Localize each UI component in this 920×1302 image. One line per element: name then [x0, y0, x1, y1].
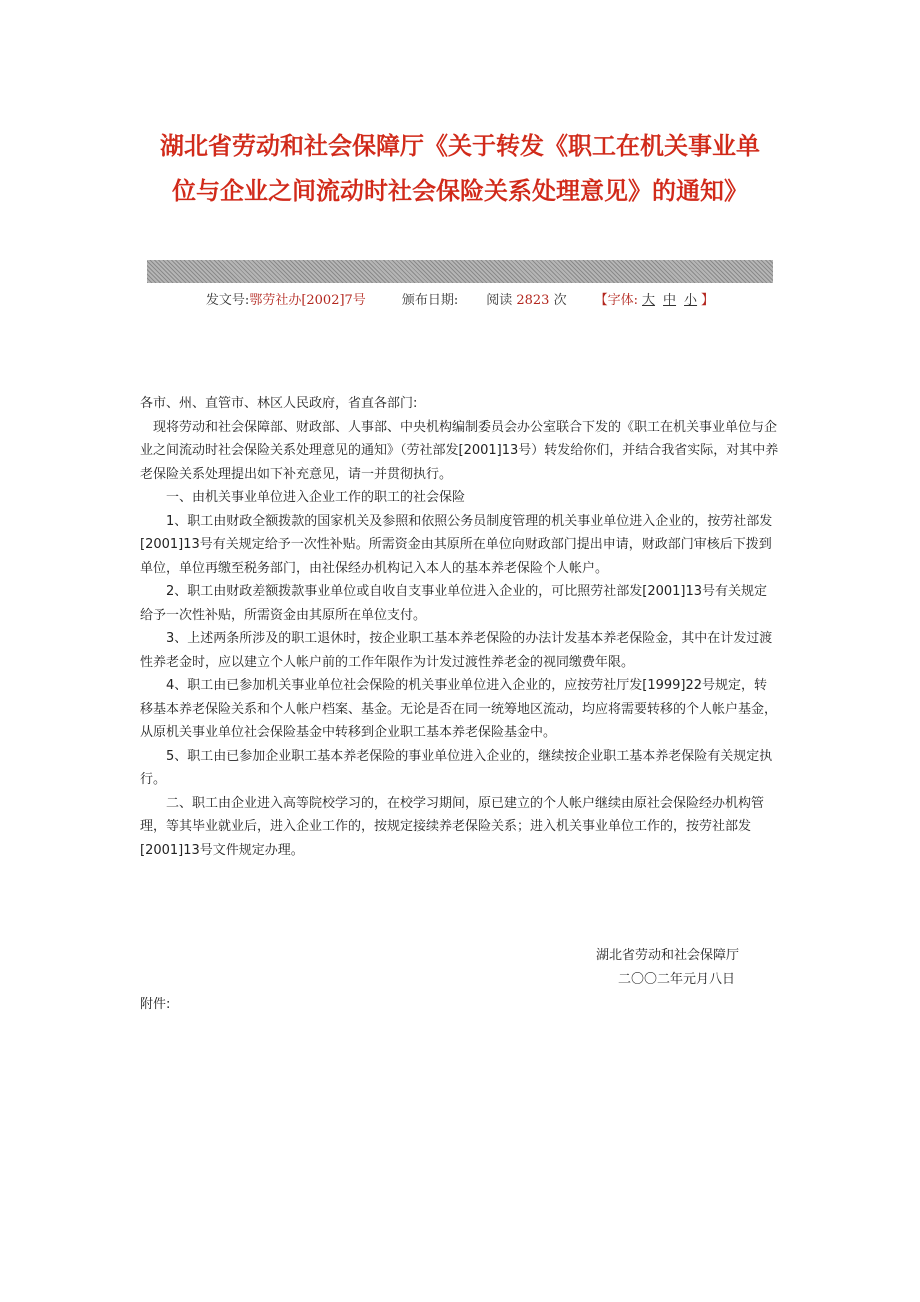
doc-no-value: 鄂劳社办[2002]7号 [249, 293, 366, 308]
document-title [150, 124, 770, 214]
signature-block [596, 944, 796, 992]
section-heading: 一、由机关事业单位进入企业工作的职工的社会保险 [166, 490, 466, 505]
read-label: 阅读 [486, 293, 513, 308]
document-body [140, 392, 780, 862]
font-size-open: 【字体: [594, 293, 638, 308]
publish-date-label: 颁布日期: [401, 293, 459, 308]
doc-no-label: 发文号: [205, 293, 250, 308]
font-size-medium-link[interactable]: 中 [663, 293, 677, 308]
salutation: 各市、州、直管市、林区人民政府，省直各部门: [140, 396, 418, 411]
font-size-large-link[interactable]: 大 [642, 293, 656, 308]
title-line-1: 湖北省劳动和社会保障厅《关于转发《职工在机关事业单 [160, 132, 760, 160]
read-unit: 次 [553, 293, 567, 308]
attachment-label: 附件: [140, 997, 171, 1012]
section-heading: 二、职工由企业进入高等院校学习的，在校学习期间，原已建立的个人帐户继续由原社会保险经办机构管理，等其毕业就业后，进入企业工作的，按规定接续养老保险关系；进入机关事业单位工作的，按劳社部发[2001]13号文件规定办理。 [140, 795, 765, 858]
body-paragraph: 4、职工由已参加机关事业单位社会保险的机关事业单位进入企业的，应按劳社厅发[1999]22号规定，转移基本养老保险关系和个人帐户档案、基金。无论是否在同一统筹地区流动，均应将需要转移的个人帐户基金，从原机关事业单位社会保险基金中转移到企业职工基本养老保险基金中。 [140, 678, 778, 740]
body-paragraph: 现将劳动和社会保障部、财政部、人事部、中央机构编制委员会办公室联合下发的《职工在机关事业单位与企业之间流动时社会保险关系处理意见的通知》（劳社部发[2001]13号）转发给你们，并结合我省实际，对其中养老保险关系处理提出如下补充意见，请一并贯彻执行。 [140, 419, 779, 482]
signature-org: 湖北省劳动和社会保障厅 [596, 948, 740, 963]
document-meta [150, 289, 770, 308]
title-line-2: 位与企业之间流动时社会保险关系处理意见》的通知》 [172, 177, 748, 205]
font-size-close: 】 [701, 293, 715, 308]
body-paragraph: 5、职工由已参加企业职工基本养老保险的事业单位进入企业的，继续按企业职工基本养老保险有关规定执行。 [140, 748, 773, 787]
body-paragraph: 1、职工由财政全额拨款的国家机关及参照和依照公务员制度管理的机关事业单位进入企业的，按劳社部发[2001]13号有关规定给予一次性补贴。所需资金由其原所在单位向财政部门提出申请，财政部门审核后下拨到单位，单位再缴至税务部门，由社保经办机构记入本人的基本养老保险个人帐户。 [140, 513, 773, 576]
signature-date: 二〇〇二年元月八日 [618, 972, 736, 987]
font-size-small-link[interactable]: 小 [684, 293, 698, 308]
body-paragraph: 2、职工由财政差额拨款事业单位或自收自支事业单位进入企业的，可比照劳社部发[2001]13号有关规定给予一次性补贴，所需资金由其原所在单位支付。 [140, 584, 768, 623]
title-divider-bar [147, 260, 773, 283]
body-paragraph: 3、上述两条所涉及的职工退休时，按企业职工基本养老保险的办法计发基本养老保险金，其中在计发过渡性养老金时，应以建立个人帐户前的工作年限作为计发过渡性养老金的视同缴费年限。 [140, 631, 773, 670]
read-count: 2823 [516, 293, 550, 308]
